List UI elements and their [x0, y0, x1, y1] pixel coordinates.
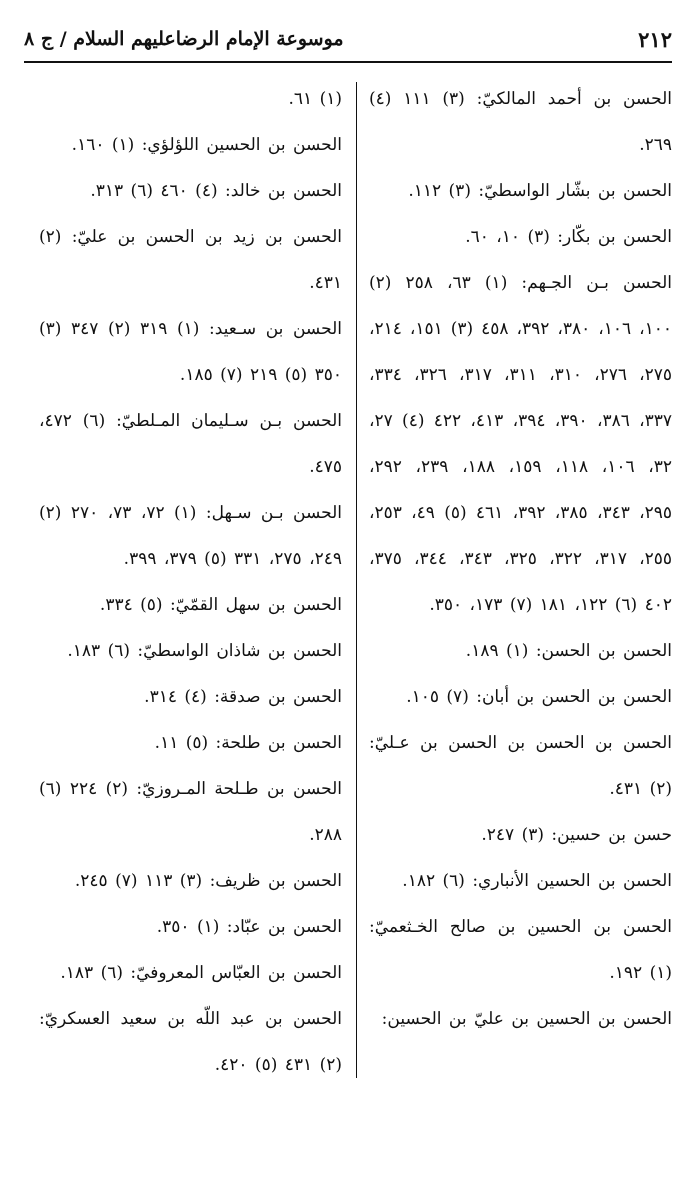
- index-entry: الحسن بن سـعيد: (١) ٣١٩ (٢) ٣٤٧ (٣) ٣٥٠ (٥) ٢١٩ (٧) ١٨٥.: [39, 319, 342, 385]
- index-entry: الحسن بن أحمد المالكيّ: (٣) ١١١ (٤) ٢٦٩.: [369, 89, 672, 155]
- column-divider: [356, 82, 357, 1078]
- page-header: [24, 22, 672, 56]
- index-entry: الحسن بن طلحة: (٥) ١١.: [154, 733, 342, 753]
- running-title: موسوعة الإمام الرضاعليهم السلام / ج ٨: [24, 28, 344, 50]
- index-entry: الحسن بن الحسن: (١) ١٨٩.: [465, 641, 672, 661]
- left-column: [37, 76, 356, 1086]
- index-entry: الحسن بن الحسين الأنباري: (٦) ١٨٢.: [402, 871, 672, 891]
- index-entry: الحسن بن الحسين بن صالح الخـثعميّ: (١) ١٩٢.: [369, 917, 672, 983]
- index-entry: الحسن بـن سـليمان المـلطيّ: (٦) ٤٧٢، ٤٧٥.: [39, 411, 342, 477]
- index-entry: الحسن بـن الجـهم: (١) ٦٣، ٢٥٨ (٢) ١٠٠، ١٠٦، ٣٨٠، ٣٩٢، ٤٥٨ (٣) ١٥١، ٢١٤، ٢٧٥، ٢٧٦، ٣١٠، ٣١١، ٣١٧، ٣٢٦، ٣٣٤، ٣٣٧، ٣٨٦، ٣٩٠، ٣٩٤، ٤١٣، ٤٢٢ (٤) ٢٧، ٣٢، ١٠٦، ١١٨، ١٥٩، ١٨٨، ٢٣٩، ٢٩٢، ٢٩٥، ٣٤٣، ٣٨٥، ٣٩٢، ٤٦١ (٥) ٤٩، ٢٥٣، ٢٥٥، ٣١٧، ٣٢٢، ٣٢٥، ٣٤٣، ٣٤٤، ٣٧٥، ٤٠٢ (٦) ١٢٢، ١٨١ (٧) ١٧٣، ٣٥٠.: [369, 273, 673, 615]
- index-entry: الحسن بن عبّاد: (١) ٣٥٠.: [156, 917, 342, 937]
- header-rule: [24, 61, 672, 63]
- right-column: [357, 76, 676, 1086]
- index-entry: الحسن بن خالد: (٤) ٤٦٠ (٦) ٣١٣.: [90, 181, 342, 201]
- index-entry: الحسن بن عبد اللّه بن سعيد العسكريّ: (٢) ٤٣١ (٥) ٤٢٠.: [39, 1009, 342, 1075]
- index-entry: الحسن بن الحسن بن أبان: (٧) ١٠٥.: [406, 687, 672, 707]
- index-entry: الحسن بن الحسين بن عليّ بن الحسين:: [381, 1009, 672, 1029]
- index-entry: الحسن بن الحسين اللؤلؤي: (١) ١٦٠.: [71, 135, 342, 155]
- index-entry: (١) ٦١.: [288, 89, 342, 109]
- index-entry: الحسن بـن سـهل: (١) ٧٢، ٧٣، ٢٧٠ (٢) ٢٤٩، ٢٧٥، ٣٣١ (٥) ٣٧٩، ٣٩٩.: [39, 503, 342, 569]
- index-entry: الحسن بن ظريف: (٣) ١١٣ (٧) ٢٤٥.: [74, 871, 342, 891]
- index-entry: حسن بن حسين: (٣) ٢٤٧.: [481, 825, 672, 845]
- index-entry: الحسن بن طـلحة المـروزيّ: (٢) ٢٢٤ (٦) ٢٨٨.: [39, 779, 342, 845]
- index-entry: الحسن بن بشّار الواسطيّ: (٣) ١١٢.: [408, 181, 672, 201]
- index-entry: الحسن بن زيد بن الحسن بن عليّ: (٢) ٤٣١.: [39, 227, 342, 293]
- index-columns: [24, 76, 676, 1086]
- index-entry: الحسن بن الحسن بن الحسن بن عـليّ: (٢) ٤٣١.: [369, 733, 672, 799]
- index-entry: الحسن بن بكّار: (٣) ١٠، ٦٠.: [465, 227, 672, 247]
- index-entry: الحسن بن شاذان الواسطيّ: (٦) ١٨٣.: [67, 641, 342, 661]
- index-entry: الحسن بن صدقة: (٤) ٣١٤.: [144, 687, 342, 707]
- page-number: ٢١٢: [638, 26, 672, 52]
- index-entry: الحسن بن سهل القمّيّ: (٥) ٣٣٤.: [99, 595, 342, 615]
- index-entry: الحسن بن العبّاس المعروفيّ: (٦) ١٨٣.: [60, 963, 342, 983]
